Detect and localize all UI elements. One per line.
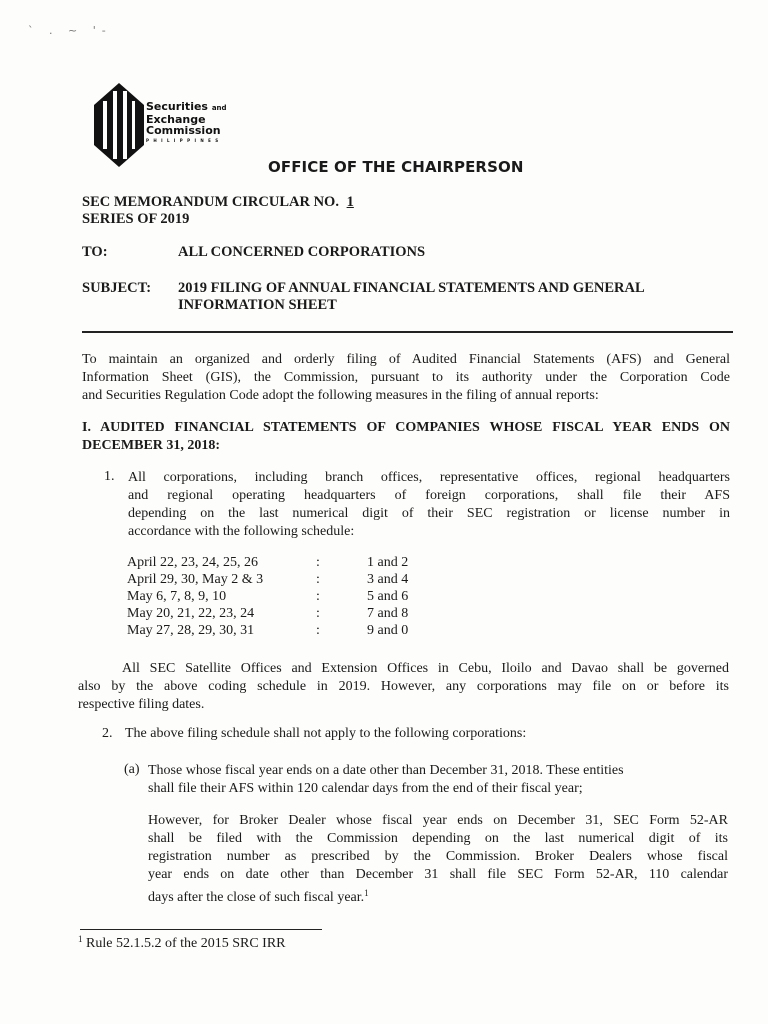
item-1-line: All corporations, including branch offices, representative offices, regional headquarters	[128, 470, 730, 485]
schedule-digits: 3 and 4	[367, 572, 409, 587]
satellite-paragraph	[78, 660, 729, 714]
subject-line-2: INFORMATION SHEET	[178, 297, 337, 313]
intro-line: To maintain an organized and orderly filing of Audited Financial Statements (AFS) and General	[82, 352, 730, 367]
sec-logo-wordmark	[146, 101, 227, 144]
footnote-reference: 1	[364, 888, 369, 898]
broker-line: shall be filed with the Commission depending on the last numerical digit of its	[148, 831, 728, 846]
circular-number-line	[82, 194, 358, 211]
circular-number: 1	[346, 194, 354, 210]
item-2-number: 2.	[102, 726, 113, 741]
satellite-line: respective filing dates.	[78, 697, 205, 712]
circular-label: SEC MEMORANDUM CIRCULAR NO.	[82, 194, 339, 210]
item-1-text	[128, 469, 730, 541]
broker-line-text: days after the close of such fiscal year.	[148, 890, 365, 905]
schedule-dates: May 20, 21, 22, 23, 24	[127, 606, 255, 621]
office-heading: OFFICE OF THE CHAIRPERSON	[268, 158, 524, 176]
schedule-separator: :	[316, 606, 320, 621]
footnote-divider	[80, 929, 322, 930]
intro-line: and Securities Regulation Code adopt the following measures in the filing of annual reports:	[82, 388, 599, 403]
satellite-line: also by the above coding schedule in 2019. However, any corporations may file on or before its	[78, 679, 729, 694]
section-1-heading-line: DECEMBER 31, 2018:	[82, 438, 221, 453]
schedule-digits: 5 and 6	[367, 589, 409, 604]
schedule-digits: 9 and 0	[367, 623, 409, 638]
schedule-separator: :	[316, 555, 320, 570]
broker-dealer-paragraph	[148, 812, 728, 907]
schedule-digits: 7 and 8	[367, 606, 409, 621]
subject-line-1: 2019 FILING OF ANNUAL FINANCIAL STATEMENTS AND GENERAL	[178, 280, 645, 296]
item-1-line: depending on the last numerical digit of their SEC registration or license number in	[128, 506, 730, 521]
schedule-dates: May 27, 28, 29, 30, 31	[127, 623, 255, 638]
item-1-line: accordance with the following schedule:	[128, 524, 355, 539]
to-value: ALL CONCERNED CORPORATIONS	[178, 244, 426, 260]
schedule-dates: April 22, 23, 24, 25, 26	[127, 555, 259, 570]
subject-label: SUBJECT:	[82, 280, 152, 296]
section-1-heading-line: I. AUDITED FINANCIAL STATEMENTS OF COMPANIES WHOSE FISCAL YEAR ENDS ON	[82, 420, 730, 435]
item-2a-label: (a)	[124, 762, 140, 777]
to-label: TO:	[82, 244, 108, 260]
broker-line: However, for Broker Dealer whose fiscal year ends on December 31, SEC Form 52-AR	[148, 813, 728, 828]
broker-line	[148, 884, 728, 907]
schedule-separator: :	[316, 623, 320, 638]
schedule-digits: 1 and 2	[367, 555, 409, 570]
logo-country: PHILIPPINES	[146, 138, 223, 143]
item-2a-line: shall file their AFS within 120 calendar days from the end of their fiscal year;	[148, 781, 583, 796]
schedule-separator: :	[316, 572, 320, 587]
series-line: SERIES OF 2019	[82, 211, 190, 227]
broker-line: registration number as prescribed by the Commission. Broker Dealers whose fiscal	[148, 849, 728, 864]
footnote-number: 1	[78, 934, 83, 944]
item-2a-text	[148, 762, 728, 798]
item-1-number: 1.	[104, 469, 115, 484]
logo-and: and	[211, 104, 227, 112]
broker-line: year ends on date other than December 31 shall file SEC Form 52-AR, 110 calendar	[148, 867, 728, 882]
logo-exchange: Exchange	[146, 113, 206, 126]
schedule-dates: May 6, 7, 8, 9, 10	[127, 589, 227, 604]
schedule-dates: April 29, 30, May 2 & 3	[127, 572, 264, 587]
scan-specks: ` . ~ '-	[28, 24, 112, 37]
intro-line: Information Sheet (GIS), the Commission, pursuant to its authority under the Corporation Code	[82, 370, 730, 385]
item-1-line: and regional operating headquarters of foreign corporations, shall file their AFS	[128, 488, 730, 503]
item-2a-line: Those whose fiscal year ends on a date other than December 31, 2018. These entities	[148, 763, 624, 778]
footnote	[78, 934, 286, 952]
intro-paragraph	[82, 351, 730, 405]
header-divider	[82, 331, 733, 333]
footnote-text: Rule 52.1.5.2 of the 2015 SRC IRR	[86, 936, 286, 951]
logo-commission: Commission	[146, 124, 221, 137]
satellite-line: All SEC Satellite Offices and Extension Offices in Cebu, Iloilo and Davao shall be governed	[122, 661, 729, 676]
item-2-text: The above filing schedule shall not apply to the following corporations:	[125, 726, 527, 741]
sec-logo	[94, 83, 254, 167]
sec-logo-emblem	[94, 83, 144, 167]
schedule-separator: :	[316, 589, 320, 604]
section-1-heading	[82, 419, 730, 455]
logo-securities: Securities	[146, 100, 208, 113]
